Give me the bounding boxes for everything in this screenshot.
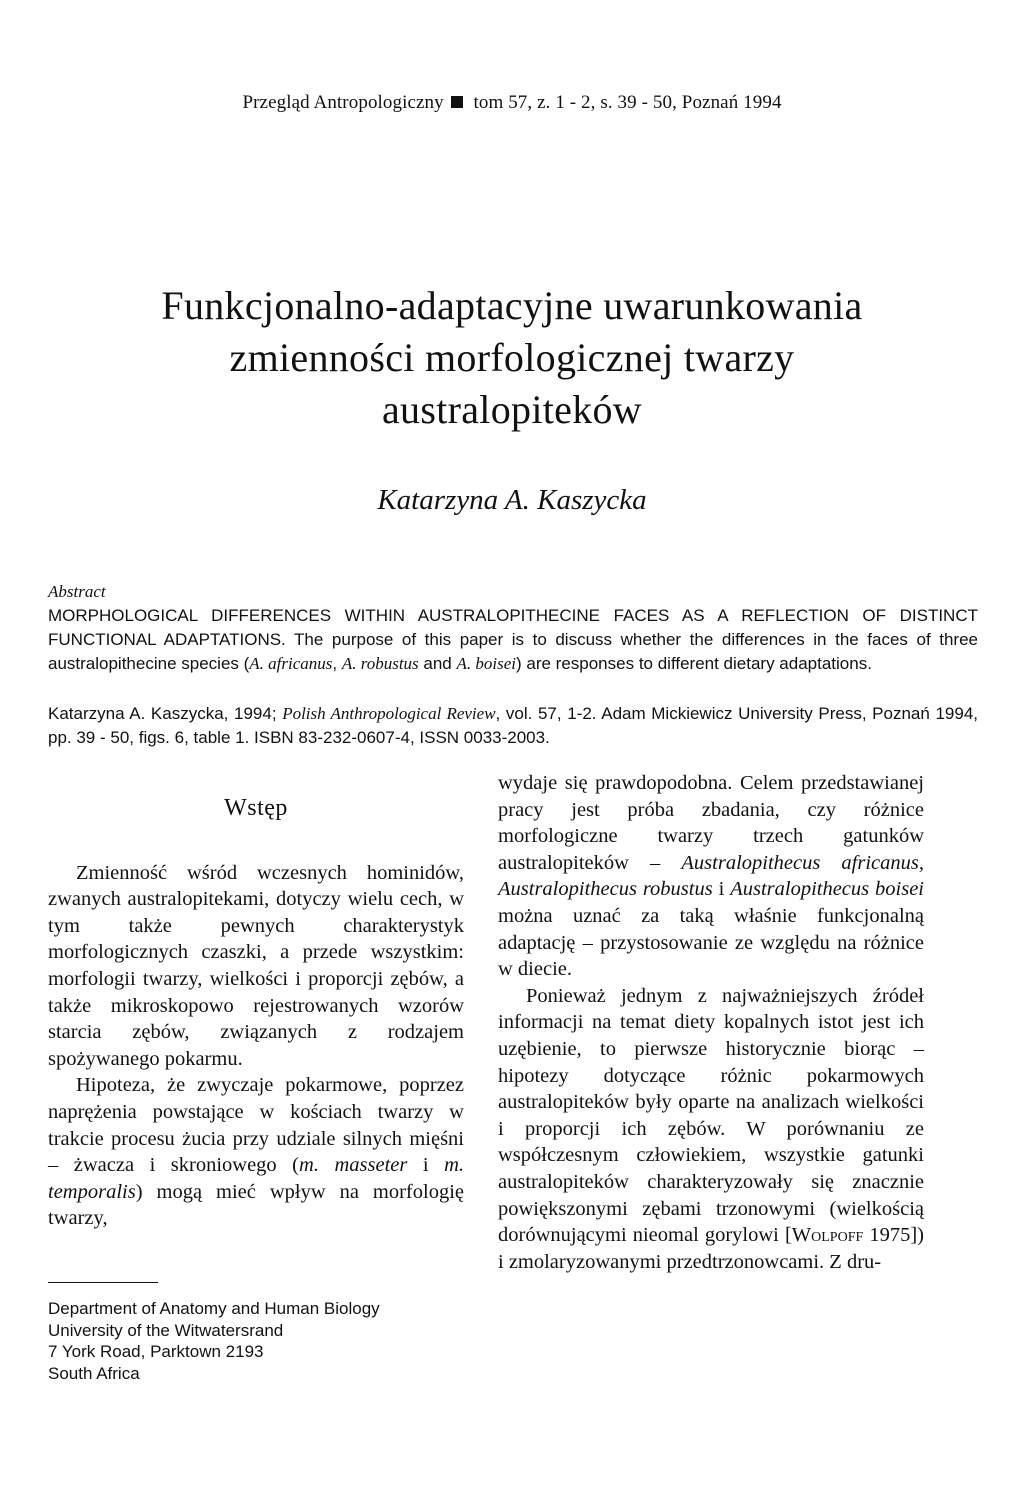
right-column (498, 770, 924, 1275)
paragraph-text: wydaje się prawdopodobna. Celem przedstawianej pracy jest próba zbadania, czy różnice morfologiczne twarzy trzech gatunków australopiteków – (498, 772, 924, 874)
species-name: A. africanus (249, 654, 333, 673)
journal-issue: tom 57, z. 1 - 2, s. 39 - 50, Poznań 1994 (473, 92, 782, 113)
affiliation-line: 7 York Road, Parktown 2193 (48, 1342, 264, 1361)
footnote-divider (48, 1282, 158, 1283)
affiliation-line: University of the Witwatersrand (48, 1320, 284, 1340)
paragraph: Zmienność wśród wczesnych hominidów, zwanych australopitekami, dotyczy wielu cech, w tym także pewnych charakterystyk morfologicznych czaszki, a przede wszystkim: morfologii twarzy, wielkości i proporcji zębów, a także mikroskopowo rejestrowanych wzorów starcia zębów, związanych z rodzajem spożywanego pokarmu. (48, 861, 464, 1070)
paragraph-text: można uznać za taką właśnie funkcjonalną adaptację – przystosowanie ze względu na różnice w diecie. (498, 904, 924, 981)
abstract-text-part: ) are responses to different dietary adaptations. (515, 654, 872, 673)
paragraph (498, 770, 924, 983)
paragraph (498, 983, 924, 1276)
author-name: Katarzyna A. Kaszycka (377, 484, 647, 516)
title-line-2: zmienności morfologicznej twarzy (229, 335, 795, 380)
paragraph (48, 1072, 464, 1232)
section-title: Wstęp (224, 795, 288, 821)
paragraph-text: i (712, 878, 731, 901)
paragraph-text: ]) i zmolaryzowanymi przedtrzonowcami. Z dru- (498, 1224, 924, 1273)
muscle-name: m. masseter (299, 1154, 408, 1177)
citation-details: , vol. 57, 1-2. Adam Mickiewicz University Press, Poznań 1994, pp. 39 - 50, figs. 6, table 1. ISBN 83-232-0607-4, ISSN 0033-2003. (48, 704, 979, 747)
muscle-name: m. temporalis (48, 1154, 464, 1203)
left-column (48, 795, 464, 1232)
abstract-heading: Abstract (48, 582, 106, 601)
paragraph-text: ) mogą mieć wpływ na morfologię twarzy, (48, 1180, 464, 1230)
citation-author: Katarzyna A. Kaszycka, 1994; (48, 704, 283, 723)
paragraph-text: Ponieważ jednym z najważniejszych źródeł informacji na temat diety kopalnych istot jest ich uzębienie, to pierwsze historycznie biorąc – hipotezy dotyczące różnic pokarmowych australopiteków były oparte na analizach wielkości i proporcji ich zębów. W porównaniu ze współczesnym człowiekiem, wszystkie gatunki australopiteków charakteryzowały się znacznie powiększonymi zębami trzonowymi (wielkością dorównującymi nieomal gorylowi [ (498, 984, 924, 1247)
affiliation-line: Department of Anatomy and Human Biology (48, 1299, 380, 1318)
abstract-text-part: MORPHOLOGICAL DIFFERENCES WITHIN AUSTRALOPITHECINE FACES AS A REFLECTION OF DISTINCT FUNCTIONAL ADAPTATIONS. The purpose of this paper is to discuss whether the differences in the faces of three australopithecine species ( (48, 606, 978, 673)
paragraph-text: i (407, 1154, 445, 1177)
species-name: A. boisei (456, 654, 516, 673)
author-affiliation (48, 1298, 468, 1384)
abstract-separator: and (418, 654, 457, 673)
journal-header (0, 92, 1024, 114)
abstract-text (48, 604, 978, 676)
abstract (48, 580, 978, 676)
species-name: Australopithecus boisei (730, 878, 925, 901)
affiliation-line: South Africa (48, 1363, 140, 1383)
abstract-separator: , (332, 654, 342, 673)
journal-name: Przegląd Antropologiczny (242, 92, 444, 113)
citation-journal: Polish Anthropological Review (282, 704, 496, 723)
species-name: Australopithecus africanus, Australopithecus robustus (498, 851, 924, 901)
reference: Wolpoff 1975 (791, 1224, 911, 1247)
square-bullet-icon (451, 96, 463, 108)
title-line-3: australopiteków (382, 387, 642, 432)
species-name: A. robustus (341, 654, 419, 673)
paragraph-text: Hipoteza, że zwyczaje pokarmowe, poprzez naprężenia powstające w kościach twarzy w trakcie procesu żucia przy udziale silnych mięśni – żwacza i skroniowego ( (48, 1074, 464, 1177)
citation (48, 702, 978, 750)
article-title (0, 280, 1024, 436)
title-line-1: Funkcjonalno-adaptacyjne uwarunkowania (161, 283, 863, 328)
